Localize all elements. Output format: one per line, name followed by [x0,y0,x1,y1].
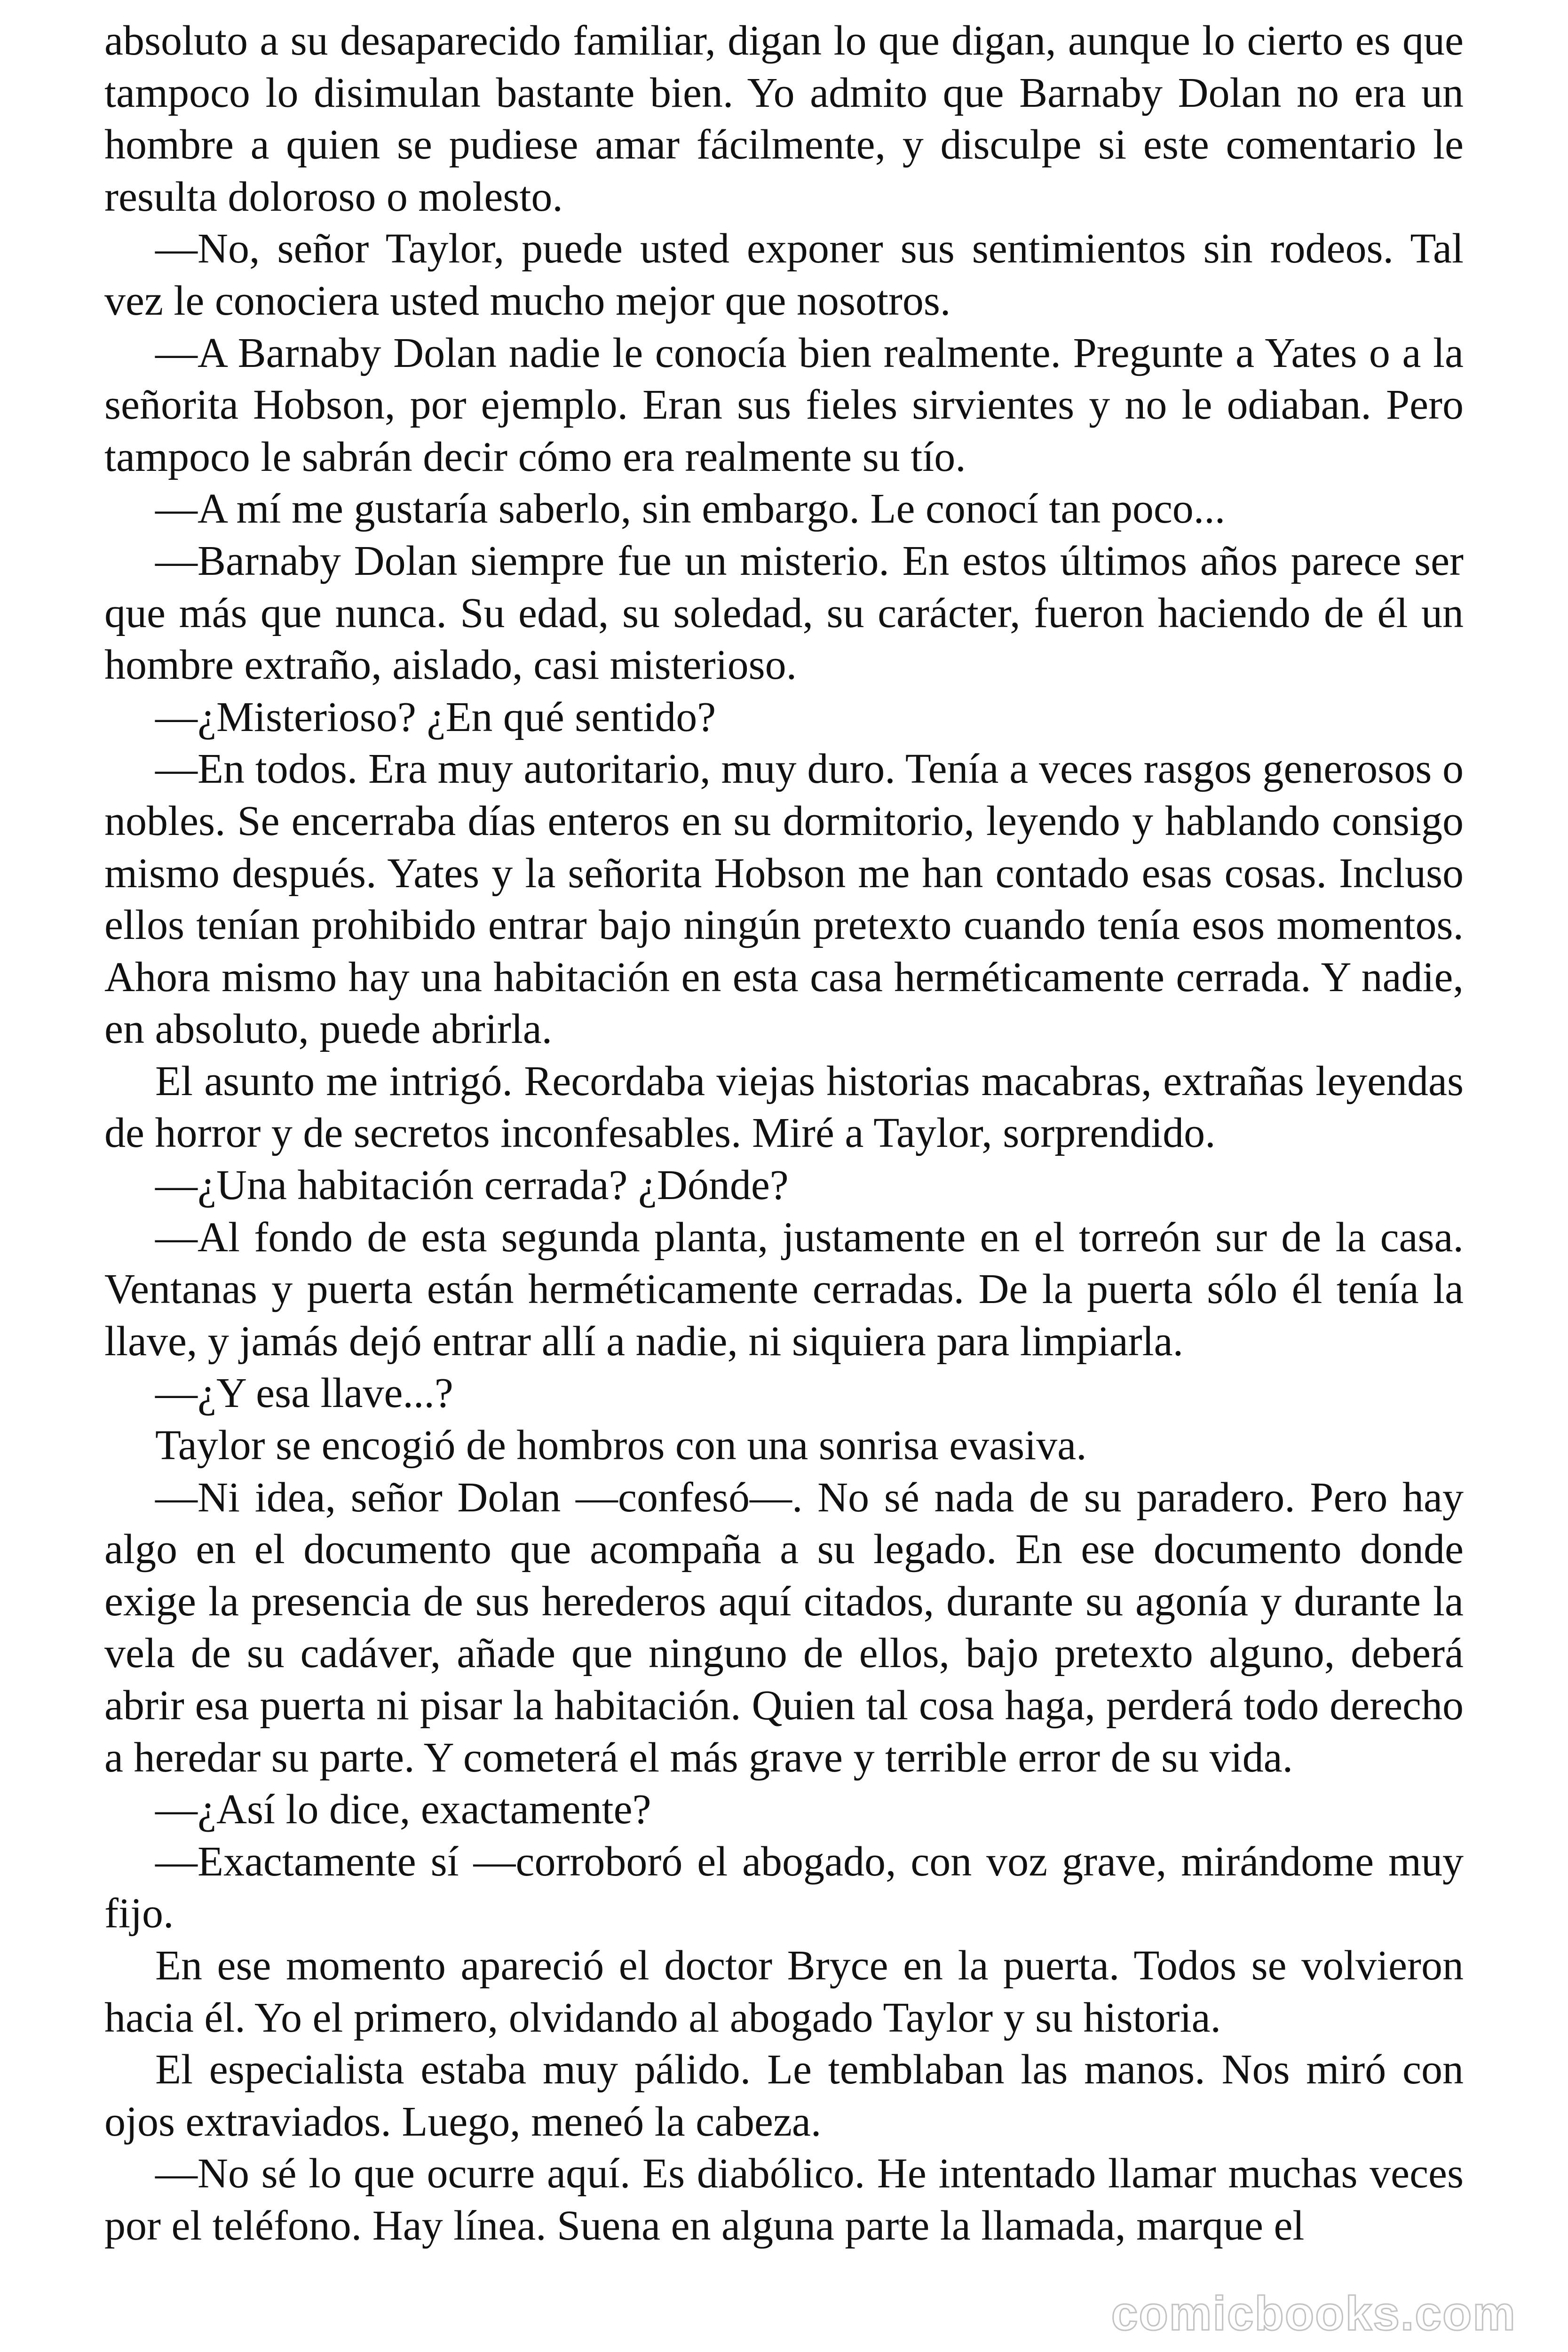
body-text [104,15,1464,2252]
paragraph: —A Barnaby Dolan nadie le conocía bien realmente. Pregunte a Yates o a la señorita Hobson, por ejemplo. Eran sus fieles sirvientes y no le odiaban. Pero tampoco le sabrán decir cómo era realmente su tío. [104,329,1464,480]
watermark-logo: comicbooks.com [1111,2287,1516,2340]
paragraph: Taylor se encogió de hombros con una sonrisa evasiva. [155,1422,1087,1469]
paragraph: absoluto a su desaparecido familiar, digan lo que digan, aunque lo cierto es que tampoco lo disimulan bastante bien. Yo admito que Barnaby Dolan no era un hombre a quien se pudiese amar fácilmente, y disculpe si este comentario le resulta doloroso o molesto. [104,17,1464,220]
paragraph: —¿Una habitación cerrada? ¿Dónde? [155,1162,789,1209]
paragraph: —No sé lo que ocurre aquí. Es diabólico. He intentado llamar muchas veces por el teléfono. Hay línea. Suena en alguna parte la llamada, marque el [104,2150,1464,2249]
paragraph: —Exactamente sí —corroboró el abogado, con voz grave, mirándome muy fijo. [104,1838,1464,1937]
paragraph: En ese momento apareció el doctor Bryce en la puerta. Todos se volvieron hacia él. Yo el primero, olvidando al abogado Taylor y su historia. [104,1942,1464,2041]
paragraph: —¿Misterioso? ¿En qué sentido? [155,693,716,740]
paragraph: —Barnaby Dolan siempre fue un misterio. En estos últimos años parece ser que más que nunca. Su edad, su soledad, su carácter, fueron haciendo de él un hombre extraño, aislado, casi misterioso. [104,537,1464,689]
paragraph: —No, señor Taylor, puede usted exponer sus sentimientos sin rodeos. Tal vez le conociera usted mucho mejor que nosotros. [104,225,1464,324]
paragraph: —Al fondo de esta segunda planta, justamente en el torreón sur de la casa. Ventanas y puerta están herméticamente cerradas. De la puerta sólo él tenía la llave, y jamás dejó entrar allí a nadie, ni siquiera para limpiarla. [104,1214,1464,1365]
paragraph: —En todos. Era muy autoritario, muy duro. Tenía a veces rasgos generosos o nobles. Se encerraba días enteros en su dormitorio, leyendo y hablando consigo mismo después. Yates y la señorita Hobson me han contado esas cosas. Incluso ellos tenían prohibido entrar bajo ningún pretexto cuando tenía esos momentos. Ahora mismo hay una habitación en esta casa herméticamente cerrada. Y nadie, en absoluto, puede abrirla. [104,746,1464,1053]
paragraph: —¿Así lo dice, exactamente? [155,1786,651,1833]
paragraph: —¿Y esa llave...? [155,1370,453,1417]
paragraph: —Ni idea, señor Dolan —confesó—. No sé nada de su paradero. Pero hay algo en el documento que acompaña a su legado. En ese documento donde exige la presencia de sus herederos aquí citados, durante su agonía y durante la vela de su cadáver, añade que ninguno de ellos, bajo pretexto alguno, deberá abrir esa puerta ni pisar la habitación. Quien tal cosa haga, perderá todo derecho a heredar su parte. Y cometerá el más grave y terrible error de su vida. [104,1474,1464,1781]
paragraph: El especialista estaba muy pálido. Le temblaban las manos. Nos miró con ojos extraviados. Luego, meneó la cabeza. [104,2046,1464,2145]
paragraph: —A mí me gustaría saberlo, sin embargo. Le conocí tan poco... [155,485,1226,532]
paragraph: El asunto me intrigó. Recordaba viejas historias macabras, extrañas leyendas de horror y de secretos inconfesables. Miré a Taylor, sorprendido. [104,1057,1464,1157]
